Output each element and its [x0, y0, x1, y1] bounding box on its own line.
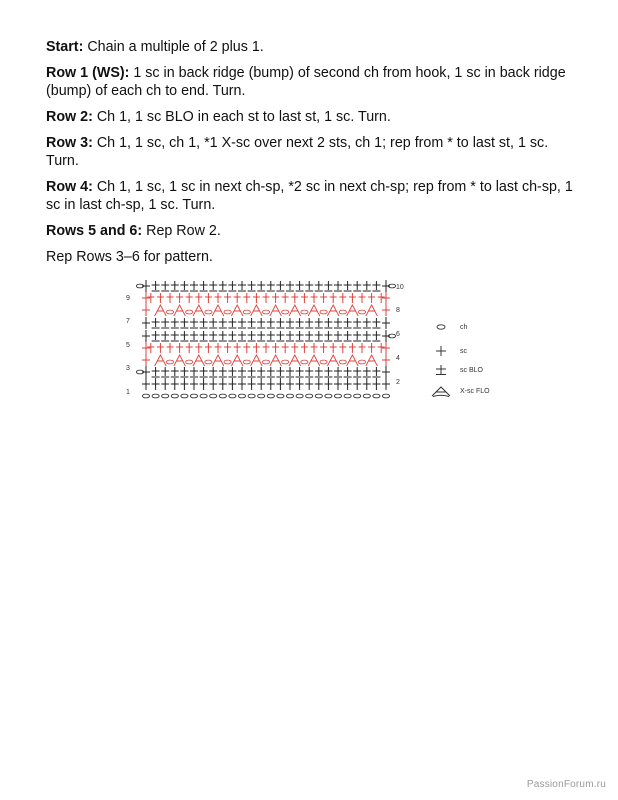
ch-stitch [373, 394, 380, 398]
sc-stitch [276, 378, 284, 390]
row-number-left: 3 [126, 365, 130, 372]
sc-blo-stitch [315, 331, 323, 341]
ch-stitch [301, 360, 308, 364]
sc-stitch [186, 343, 193, 353]
sc-stitch [195, 293, 202, 303]
sc-blo-stitch [219, 331, 227, 341]
sc-stitch [224, 343, 231, 353]
ch-stitch [224, 310, 231, 314]
sc-blo-stitch [171, 281, 179, 291]
ch-stitch [358, 310, 365, 314]
sc-blo-stitch [334, 318, 342, 328]
instruction-row-2 [46, 108, 576, 126]
sc-blo-stitch [315, 318, 323, 328]
x-sc-stitch [193, 355, 205, 366]
ch-stitch [166, 360, 173, 364]
ch-stitch [286, 394, 293, 398]
sc-blo-stitch [219, 281, 227, 291]
sc-stitch [142, 378, 150, 390]
sc-blo-stitch [296, 367, 304, 377]
ch-stitch [171, 394, 178, 398]
sc-blo-stitch [180, 318, 188, 328]
instruction-text: Ch 1, 1 sc BLO in each st to last st, 1 sc. Turn. [92, 109, 391, 125]
sc-stitch [152, 378, 160, 390]
sc-blo-stitch [228, 367, 236, 377]
sc-blo-stitch [276, 367, 284, 377]
sc-stitch [353, 378, 361, 390]
ch-stitch [205, 310, 212, 314]
x-sc-flo-icon [430, 385, 452, 397]
sc-blo-stitch [353, 318, 361, 328]
sc-blo-stitch [305, 281, 313, 291]
sc-stitch [257, 378, 265, 390]
instruction-label: Rows 5 and 6: [46, 223, 143, 239]
instruction-text: Ch 1, 1 sc, ch 1, *1 X-sc over next 2 sts, ch 1; rep from * to last st, 1 sc. Turn. [46, 135, 549, 169]
legend-item-sc-blo [430, 363, 483, 377]
sc-stitch [330, 293, 337, 303]
instruction-text: Chain a multiple of 2 plus 1. [83, 39, 264, 55]
sc-blo-stitch [372, 318, 380, 328]
sc-blo-stitch [344, 331, 352, 341]
sc-blo-stitch [171, 367, 179, 377]
sc-stitch [238, 378, 246, 390]
sc-blo-stitch [190, 367, 198, 377]
ch-stitch [186, 310, 193, 314]
sc-blo-stitch [200, 331, 208, 341]
ch-stitch [277, 394, 284, 398]
sc-stitch [267, 378, 275, 390]
ch-stitch [267, 394, 274, 398]
sc-blo-stitch [372, 367, 380, 377]
legend-item-sc [430, 344, 467, 358]
sc-stitch [205, 293, 212, 303]
sc-blo-stitch [267, 318, 275, 328]
sc-blo-stitch [209, 318, 217, 328]
row-number-right: 10 [396, 284, 404, 291]
sc-stitch [161, 378, 169, 390]
watermark: PassionForum.ru [526, 779, 606, 790]
sc-blo-stitch [372, 331, 380, 341]
sc-blo-stitch [315, 281, 323, 291]
row-number-right: 6 [396, 331, 400, 338]
sc-stitch [359, 343, 366, 353]
sc-blo-stitch [334, 281, 342, 291]
ch-stitch [282, 310, 289, 314]
ch-stitch [382, 394, 389, 398]
ch-stitch [282, 360, 289, 364]
sc-stitch [142, 304, 150, 316]
sc-blo-stitch [257, 318, 265, 328]
instruction-label: Row 2: [46, 109, 93, 125]
sc-blo-stitch [276, 331, 284, 341]
instruction-label: Row 4: [46, 179, 93, 195]
sc-blo-stitch [238, 281, 246, 291]
sc-stitch [263, 293, 270, 303]
row-number-left: 7 [126, 318, 130, 325]
sc-stitch [330, 343, 337, 353]
sc-stitch [334, 378, 342, 390]
sc-stitch [344, 378, 352, 390]
sc-blo-stitch [344, 367, 352, 377]
ch-stitch [238, 394, 245, 398]
sc-blo-stitch [228, 331, 236, 341]
ch-stitch [339, 310, 346, 314]
x-sc-stitch [289, 305, 301, 316]
sc-stitch [339, 343, 346, 353]
sc-stitch [228, 378, 236, 390]
sc-blo-stitch [171, 318, 179, 328]
sc-stitch [382, 354, 390, 366]
sc-blo-stitch [324, 331, 332, 341]
sc-stitch [176, 343, 183, 353]
sc-stitch [363, 378, 371, 390]
x-sc-stitch [231, 305, 243, 316]
row-number-left: 1 [126, 389, 130, 396]
sc-blo-stitch [180, 281, 188, 291]
sc-blo-stitch [267, 331, 275, 341]
sc-blo-stitch [363, 281, 371, 291]
sc-blo-stitch [296, 331, 304, 341]
sc-stitch [301, 293, 308, 303]
sc-blo-stitch [161, 281, 169, 291]
ch-stitch [354, 394, 361, 398]
sc-blo-stitch [248, 331, 256, 341]
ch-stitch [262, 310, 269, 314]
sc-stitch [291, 343, 298, 353]
x-sc-stitch [251, 355, 263, 366]
sc-blo-stitch [219, 318, 227, 328]
sc-blo-stitch [353, 331, 361, 341]
legend-label: ch [460, 323, 468, 331]
x-sc-stitch [155, 305, 167, 316]
ch-stitch [339, 360, 346, 364]
sc-stitch [219, 378, 227, 390]
sc-stitch [142, 292, 150, 304]
x-sc-stitch [212, 355, 224, 366]
sc-stitch [296, 378, 304, 390]
ch-stitch [306, 394, 313, 398]
sc-stitch [315, 378, 323, 390]
x-sc-stitch [308, 305, 320, 316]
sc-blo-stitch [353, 367, 361, 377]
sc-blo-stitch [305, 318, 313, 328]
sc-stitch [382, 317, 390, 329]
sc-stitch [186, 293, 193, 303]
sc-stitch [142, 330, 150, 342]
sc-stitch [234, 293, 241, 303]
sc-blo-stitch [190, 331, 198, 341]
sc-blo-stitch [363, 367, 371, 377]
sc-blo-stitch [296, 281, 304, 291]
ch-stitch [152, 394, 159, 398]
sc-blo-stitch [180, 331, 188, 341]
legend-label: sc [460, 347, 467, 355]
sc-blo-icon [430, 364, 452, 376]
ch-stitch [224, 360, 231, 364]
instruction-text: Rep Row 2. [142, 223, 221, 239]
sc-stitch [305, 378, 313, 390]
sc-stitch [205, 343, 212, 353]
row-number-left: 9 [126, 295, 130, 302]
x-sc-stitch [327, 355, 339, 366]
x-sc-stitch [155, 355, 167, 366]
instruction-repeat [46, 248, 576, 266]
instruction-start [46, 38, 576, 56]
sc-stitch [263, 343, 270, 353]
ch-stitch [166, 310, 173, 314]
sc-blo-stitch [152, 318, 160, 328]
ch-stitch [205, 360, 212, 364]
sc-stitch [190, 378, 198, 390]
sc-blo-stitch [190, 318, 198, 328]
sc-stitch [368, 343, 375, 353]
x-sc-stitch [270, 305, 282, 316]
legend-label: X-sc FLO [460, 387, 490, 395]
ch-stitch [200, 394, 207, 398]
x-sc-stitch [251, 305, 263, 316]
x-sc-stitch [270, 355, 282, 366]
sc-blo-stitch [248, 318, 256, 328]
sc-stitch [200, 378, 208, 390]
sc-stitch [382, 366, 390, 378]
sc-blo-stitch [219, 367, 227, 377]
sc-blo-stitch [200, 367, 208, 377]
instruction-text: Rep Rows 3–6 for pattern. [46, 249, 213, 265]
sc-blo-stitch [161, 367, 169, 377]
instruction-rows-5-6 [46, 222, 576, 240]
sc-blo-stitch [305, 331, 313, 341]
ch-stitch [262, 360, 269, 364]
sc-blo-stitch [353, 281, 361, 291]
sc-blo-stitch [190, 281, 198, 291]
sc-stitch [180, 378, 188, 390]
ch-stitch [190, 394, 197, 398]
sc-stitch [311, 293, 318, 303]
sc-blo-stitch [344, 318, 352, 328]
sc-icon [430, 345, 452, 357]
instruction-label: Row 1 (WS): [46, 65, 130, 81]
sc-stitch [320, 343, 327, 353]
ch-stitch [142, 394, 149, 398]
sc-stitch [243, 343, 250, 353]
x-sc-stitch [308, 355, 320, 366]
sc-stitch [359, 293, 366, 303]
ch-stitch [229, 394, 236, 398]
ch-stitch [334, 394, 341, 398]
sc-stitch [142, 354, 150, 366]
sc-stitch [272, 293, 279, 303]
sc-stitch [311, 343, 318, 353]
sc-stitch [286, 378, 294, 390]
ch-stitch [320, 310, 327, 314]
sc-blo-stitch [209, 367, 217, 377]
ch-stitch [210, 394, 217, 398]
sc-stitch [324, 378, 332, 390]
ch-icon [430, 323, 452, 331]
sc-blo-stitch [296, 318, 304, 328]
sc-blo-stitch [334, 367, 342, 377]
sc-blo-stitch [267, 281, 275, 291]
sc-blo-stitch [152, 331, 160, 341]
instruction-row-3 [46, 134, 576, 170]
sc-blo-stitch [334, 331, 342, 341]
sc-blo-stitch [248, 281, 256, 291]
x-sc-stitch [231, 355, 243, 366]
x-sc-stitch [366, 305, 378, 316]
sc-stitch [291, 293, 298, 303]
sc-stitch [167, 293, 174, 303]
sc-stitch [372, 378, 380, 390]
sc-blo-stitch [180, 367, 188, 377]
sc-blo-stitch [286, 331, 294, 341]
sc-stitch [320, 293, 327, 303]
ch-stitch [258, 394, 265, 398]
sc-blo-stitch [209, 281, 217, 291]
sc-blo-stitch [171, 331, 179, 341]
sc-blo-stitch [286, 318, 294, 328]
row-number-right: 2 [396, 379, 400, 386]
sc-stitch [282, 293, 289, 303]
sc-stitch [382, 378, 390, 390]
instruction-row-1 [46, 64, 576, 100]
sc-stitch [215, 293, 222, 303]
sc-blo-stitch [200, 318, 208, 328]
instruction-text: Ch 1, 1 sc, 1 sc in next ch-sp, *2 sc in next ch-sp; rep from * to last ch-sp, 1 sc in last ch-sp, 1 sc. Turn. [46, 179, 573, 213]
sc-blo-stitch [228, 281, 236, 291]
sc-stitch [142, 317, 150, 329]
sc-stitch [167, 343, 174, 353]
sc-blo-stitch [248, 367, 256, 377]
sc-stitch [157, 343, 164, 353]
ch-stitch [358, 360, 365, 364]
sc-blo-stitch [324, 281, 332, 291]
sc-blo-stitch [152, 367, 160, 377]
sc-blo-stitch [161, 331, 169, 341]
sc-blo-stitch [363, 318, 371, 328]
x-sc-stitch [289, 355, 301, 366]
sc-blo-stitch [200, 281, 208, 291]
sc-blo-stitch [257, 331, 265, 341]
sc-blo-stitch [276, 281, 284, 291]
sc-stitch [224, 293, 231, 303]
sc-stitch [195, 343, 202, 353]
pattern-instructions [46, 38, 576, 274]
x-sc-stitch [347, 355, 359, 366]
sc-stitch [382, 304, 390, 316]
sc-stitch [243, 293, 250, 303]
sc-stitch [248, 378, 256, 390]
row-number-left: 5 [126, 342, 130, 349]
sc-stitch [176, 293, 183, 303]
sc-blo-stitch [315, 367, 323, 377]
ch-stitch [296, 394, 303, 398]
sc-stitch [142, 342, 150, 354]
sc-blo-stitch [238, 318, 246, 328]
sc-stitch [272, 343, 279, 353]
sc-blo-stitch [161, 318, 169, 328]
sc-blo-stitch [305, 367, 313, 377]
sc-blo-stitch [267, 367, 275, 377]
row-number-right: 4 [396, 355, 400, 362]
x-sc-stitch [174, 305, 186, 316]
ch-stitch [248, 394, 255, 398]
sc-stitch [382, 342, 390, 354]
sc-blo-stitch [324, 367, 332, 377]
sc-stitch [234, 343, 241, 353]
sc-stitch [253, 293, 260, 303]
sc-blo-stitch [152, 281, 160, 291]
sc-stitch [349, 293, 356, 303]
sc-stitch [382, 292, 390, 304]
ch-stitch [344, 394, 351, 398]
x-sc-stitch [174, 355, 186, 366]
sc-blo-stitch [286, 281, 294, 291]
sc-stitch [301, 343, 308, 353]
legend-label: sc BLO [460, 366, 483, 374]
x-sc-stitch [193, 305, 205, 316]
sc-stitch [253, 343, 260, 353]
ch-stitch [243, 310, 250, 314]
ch-stitch [181, 394, 188, 398]
sc-stitch [157, 293, 164, 303]
sc-blo-stitch [228, 318, 236, 328]
ch-stitch [219, 394, 226, 398]
sc-blo-stitch [276, 318, 284, 328]
sc-stitch [349, 343, 356, 353]
sc-blo-stitch [257, 281, 265, 291]
row-number-right: 8 [396, 307, 400, 314]
ch-stitch [243, 360, 250, 364]
ch-stitch [363, 394, 370, 398]
sc-blo-stitch [344, 281, 352, 291]
sc-blo-stitch [363, 331, 371, 341]
ch-stitch [186, 360, 193, 364]
instruction-text: 1 sc in back ridge (bump) of second ch from hook, 1 sc in back ridge (bump) of each ch to end. Turn. [46, 65, 566, 99]
ch-stitch [301, 310, 308, 314]
ch-stitch [315, 394, 322, 398]
instruction-row-4 [46, 178, 576, 214]
sc-blo-stitch [286, 367, 294, 377]
sc-stitch [339, 293, 346, 303]
sc-blo-stitch [209, 331, 217, 341]
legend-item-x-sc-flo [430, 384, 490, 398]
sc-blo-stitch [238, 367, 246, 377]
instruction-label: Row 3: [46, 135, 93, 151]
sc-blo-stitch [324, 318, 332, 328]
x-sc-stitch [366, 355, 378, 366]
instruction-label: Start: [46, 39, 84, 55]
x-sc-stitch [212, 305, 224, 316]
sc-blo-stitch [257, 367, 265, 377]
stitch-chart [118, 276, 418, 410]
ch-stitch [320, 360, 327, 364]
sc-stitch [282, 343, 289, 353]
legend-item-ch [430, 320, 467, 334]
sc-stitch [215, 343, 222, 353]
ch-stitch [162, 394, 169, 398]
x-sc-stitch [327, 305, 339, 316]
sc-stitch [171, 378, 179, 390]
sc-blo-stitch [372, 281, 380, 291]
sc-stitch [368, 293, 375, 303]
x-sc-stitch [347, 305, 359, 316]
sc-blo-stitch [238, 331, 246, 341]
sc-stitch [209, 378, 217, 390]
ch-stitch [325, 394, 332, 398]
